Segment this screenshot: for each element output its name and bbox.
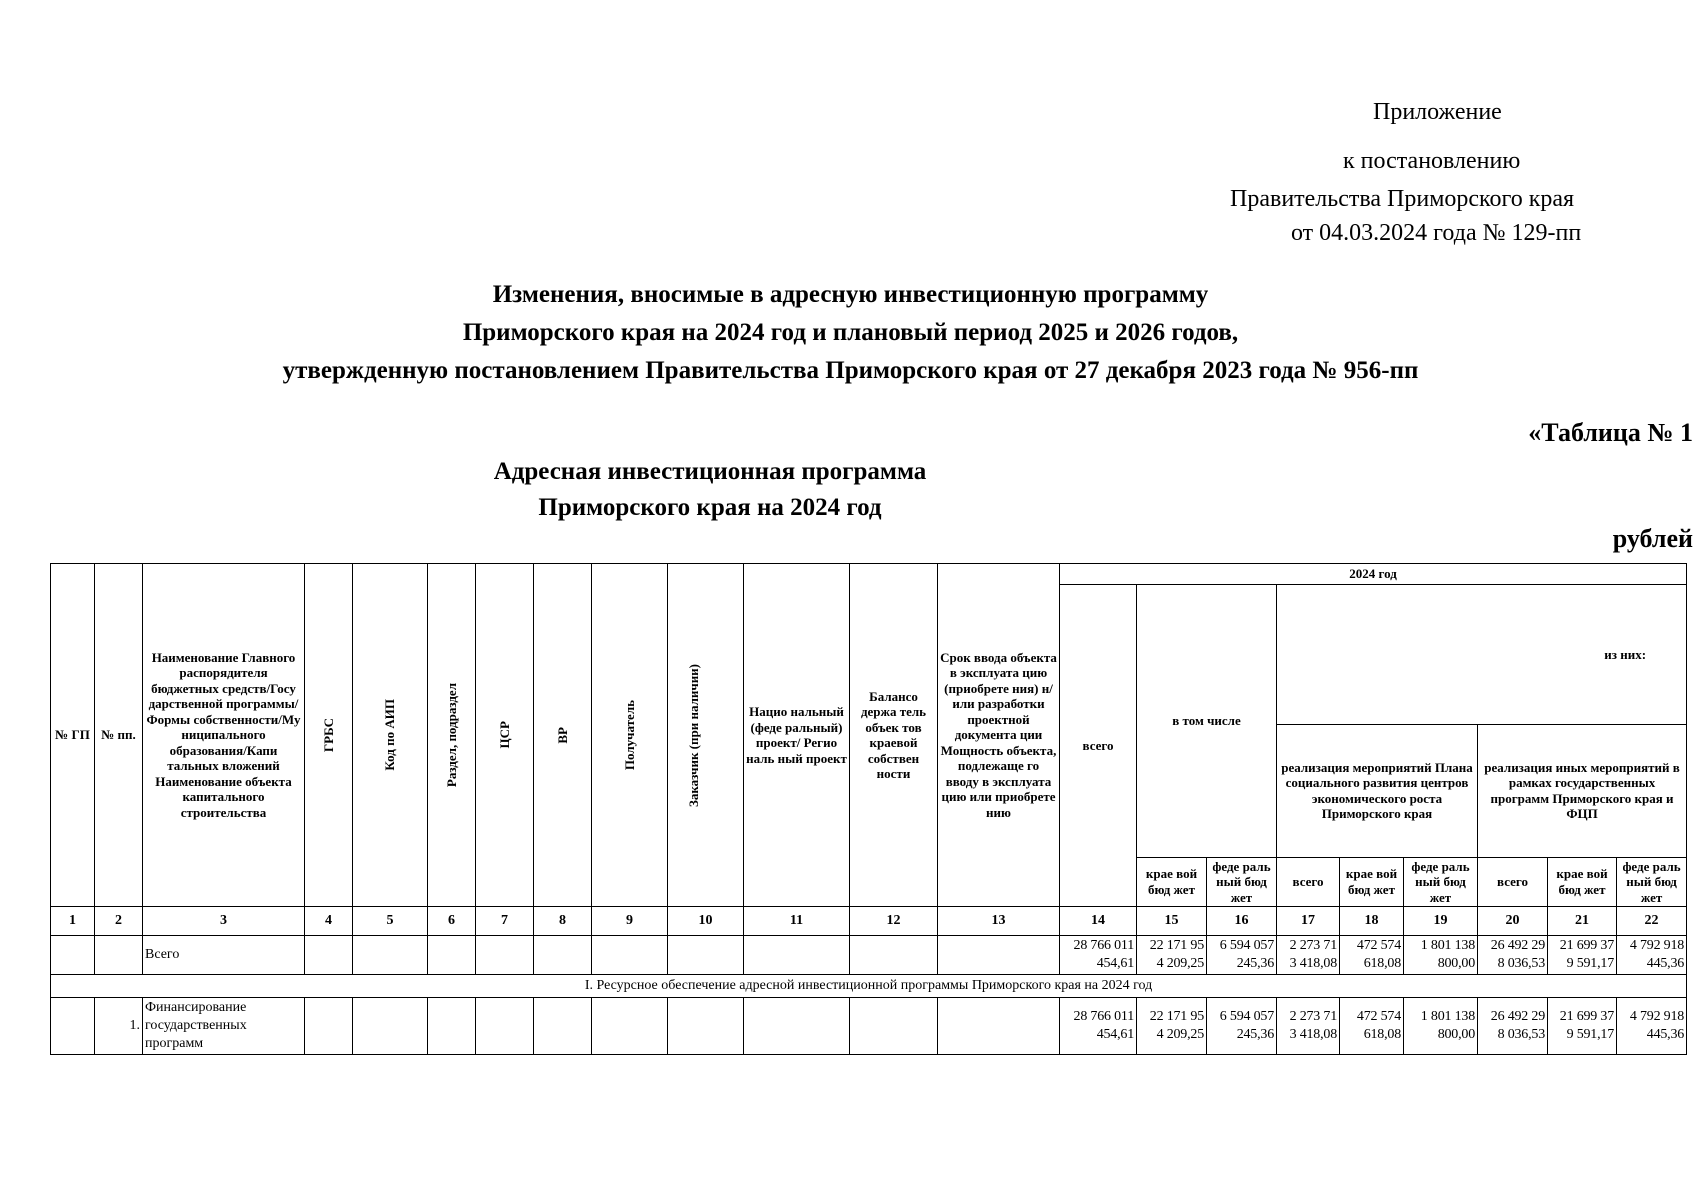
col-deadline: Срок ввода объекта в эксплуата цию (приобрете ния) н/или разработки проектной документа ции Мощность объекта, подлежаще го вводу в эксплуата цию или приобрете нию bbox=[938, 564, 1060, 907]
col-plan-realization: реализация мероприятий Плана социального развития центров экономического роста Приморского края bbox=[1277, 724, 1478, 857]
cell-value: 4 792 918 445,36 bbox=[1617, 936, 1687, 975]
column-number: 13 bbox=[938, 907, 1060, 936]
annex-line-1: к постановлению bbox=[1343, 148, 1521, 174]
column-number: 4 bbox=[305, 907, 353, 936]
cell-value: 28 766 011 454,61 bbox=[1060, 936, 1137, 975]
column-number: 21 bbox=[1548, 907, 1617, 936]
col-other-realization: реализация иных мероприятий в рамках государственных программ Приморского края и ФЦП bbox=[1478, 724, 1687, 857]
cell-value: 1 801 138 800,00 bbox=[1404, 936, 1478, 975]
col-other-total: всего bbox=[1478, 857, 1548, 907]
column-number: 11 bbox=[744, 907, 850, 936]
column-number: 22 bbox=[1617, 907, 1687, 936]
col-grbs: ГРБС bbox=[305, 564, 353, 907]
column-number: 20 bbox=[1478, 907, 1548, 936]
col-vr: ВР bbox=[534, 564, 592, 907]
cell-value: 472 574 618,08 bbox=[1340, 936, 1404, 975]
cell-value: 2 273 71 3 418,08 bbox=[1277, 998, 1340, 1055]
col-other-regional: крае вой бюд жет bbox=[1548, 857, 1617, 907]
cell-value: 6 594 057 245,36 bbox=[1207, 998, 1277, 1055]
col-section: Раздел, подраздел bbox=[428, 564, 476, 907]
cell-value: 28 766 011 454,61 bbox=[1060, 998, 1137, 1055]
col-name: Наименование Главного распорядителя бюджетных средств/Госу дарственной программы/ Формы собственности/Му ниципального образования/Капи тальных вложений Наименование объекта капитального строительства bbox=[143, 564, 305, 907]
column-number: 6 bbox=[428, 907, 476, 936]
col-other-federal: феде раль ный бюд жет bbox=[1617, 857, 1687, 907]
document-title-line-3: утвержденную постановлением Правительства Приморского края от 27 декабря 2023 года № 956-пп bbox=[282, 357, 1419, 384]
column-number: 14 bbox=[1060, 907, 1137, 936]
document-title-line-1: Изменения, вносимые в адресную инвестиционную программу bbox=[492, 281, 1209, 308]
column-number: 12 bbox=[850, 907, 938, 936]
col-plan-regional: крае вой бюд жет bbox=[1340, 857, 1404, 907]
cell-value: 1 801 138 800,00 bbox=[1404, 998, 1478, 1055]
cell-value: 21 699 37 9 591,17 bbox=[1548, 998, 1617, 1055]
section-title: I. Ресурсное обеспечение адресной инвестиционной программы Приморского края на 2024 год bbox=[51, 975, 1687, 998]
col-regional-budget: крае вой бюд жет bbox=[1137, 857, 1207, 907]
col-federal-budget: феде раль ный бюд жет bbox=[1207, 857, 1277, 907]
units-label: рублей bbox=[1612, 524, 1693, 553]
col-national-project: Нацио нальный (феде ральный) проект/ Регио наль ный проект bbox=[744, 564, 850, 907]
col-of-them: из них: bbox=[1277, 585, 1687, 725]
cell-value: 2 273 71 3 418,08 bbox=[1277, 936, 1340, 975]
cell-value: 6 594 057 245,36 bbox=[1207, 936, 1277, 975]
table-row-total bbox=[51, 936, 1687, 975]
table-row-section bbox=[51, 975, 1687, 998]
table-title-line-2: Приморского края на 2024 год bbox=[538, 494, 882, 521]
cell-value: 22 171 95 4 209,25 bbox=[1137, 936, 1207, 975]
column-number: 8 bbox=[534, 907, 592, 936]
column-number: 16 bbox=[1207, 907, 1277, 936]
column-number: 17 bbox=[1277, 907, 1340, 936]
column-number: 3 bbox=[143, 907, 305, 936]
cell-value: 4 792 918 445,36 bbox=[1617, 998, 1687, 1055]
table-title bbox=[0, 454, 1420, 526]
col-csr: ЦСР bbox=[476, 564, 534, 907]
col-year: 2024 год bbox=[1060, 564, 1687, 585]
col-plan-federal: феде раль ный бюд жет bbox=[1404, 857, 1478, 907]
column-number: 7 bbox=[476, 907, 534, 936]
investment-program-table bbox=[50, 563, 1687, 1055]
column-number: 2 bbox=[95, 907, 143, 936]
col-total: всего bbox=[1060, 585, 1137, 907]
col-aip-code: Код по АИП bbox=[353, 564, 428, 907]
column-number: 10 bbox=[668, 907, 744, 936]
annex-line-3: от 04.03.2024 года № 129-пп bbox=[1291, 220, 1582, 246]
col-gp: № ГП bbox=[51, 564, 95, 907]
col-pp: № пп. bbox=[95, 564, 143, 907]
col-recipient: Получатель bbox=[592, 564, 668, 907]
col-customer: Заказчик (при наличии) bbox=[668, 564, 744, 907]
row-total-name: Всего bbox=[143, 936, 305, 975]
cell-value: 472 574 618,08 bbox=[1340, 998, 1404, 1055]
cell-value: 21 699 37 9 591,17 bbox=[1548, 936, 1617, 975]
column-number: 15 bbox=[1137, 907, 1207, 936]
table-title-line-1: Адресная инвестиционная программа bbox=[493, 458, 927, 485]
col-balance-holder: Балансо держа тель объек тов краевой собствен ности bbox=[850, 564, 938, 907]
column-number: 18 bbox=[1340, 907, 1404, 936]
col-including: в том числе bbox=[1137, 585, 1277, 858]
column-number: 9 bbox=[592, 907, 668, 936]
cell-value: 22 171 95 4 209,25 bbox=[1137, 998, 1207, 1055]
document-title-line-2: Приморского края на 2024 год и плановый период 2025 и 2026 годов, bbox=[462, 319, 1239, 346]
row-financing-name: Финансирование государственных программ bbox=[143, 998, 305, 1055]
column-number: 19 bbox=[1404, 907, 1478, 936]
column-number: 1 bbox=[51, 907, 95, 936]
cell-value: 26 492 29 8 036,53 bbox=[1478, 998, 1548, 1055]
annex-line-2: Правительства Приморского края bbox=[1230, 186, 1575, 212]
annex-title: Приложение bbox=[1373, 99, 1502, 125]
col-plan-total: всего bbox=[1277, 857, 1340, 907]
table-label: «Таблица № 1 bbox=[1528, 418, 1693, 447]
cell-value: 26 492 29 8 036,53 bbox=[1478, 936, 1548, 975]
row-financing-number: 1. bbox=[95, 998, 143, 1055]
column-number: 5 bbox=[353, 907, 428, 936]
table-row-financing bbox=[51, 998, 1687, 1055]
column-numbers-row bbox=[51, 907, 1687, 936]
document-title bbox=[0, 276, 1701, 390]
